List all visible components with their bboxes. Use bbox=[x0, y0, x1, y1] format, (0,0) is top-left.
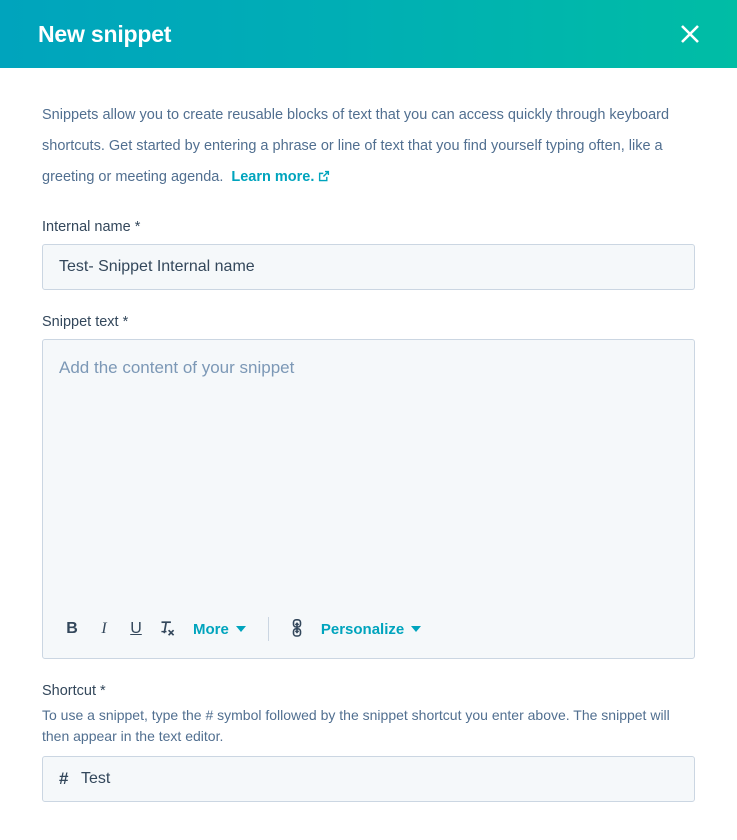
intro-text: Snippets allow you to create reusable blocks of text that you can access quickly through keyboard shortcuts. Get started by entering a phrase or line of text that you find yourself typing often, like a greeting or meeting agenda. bbox=[42, 107, 670, 185]
learn-more-label: Learn more. bbox=[231, 169, 315, 185]
hash-prefix: # bbox=[59, 769, 69, 788]
snippet-text-placeholder: Add the content of your snippet bbox=[59, 358, 295, 377]
internal-name-field-block bbox=[42, 219, 695, 290]
snippet-text-area[interactable] bbox=[43, 340, 694, 604]
close-button[interactable] bbox=[671, 15, 709, 53]
shortcut-input-wrap bbox=[42, 756, 695, 802]
token-link-icon bbox=[289, 618, 305, 641]
clear-formatting-icon bbox=[158, 618, 178, 641]
chevron-down-icon bbox=[236, 626, 246, 632]
shortcut-field-block bbox=[42, 683, 695, 802]
learn-more-link[interactable] bbox=[231, 169, 331, 185]
shortcut-label: Shortcut * bbox=[42, 683, 106, 699]
modal-header bbox=[0, 0, 737, 68]
personalize-label: Personalize bbox=[320, 620, 405, 638]
personalize-dropdown[interactable] bbox=[313, 613, 429, 645]
toolbar-divider bbox=[268, 617, 269, 641]
chevron-down-icon bbox=[411, 626, 421, 632]
internal-name-input[interactable] bbox=[42, 244, 695, 290]
clear-formatting-button[interactable] bbox=[153, 613, 183, 645]
shortcut-help-text: To use a snippet, type the # symbol followed by the snippet shortcut you enter above. The snippet will then appear in the text editor. bbox=[42, 707, 670, 744]
external-link-icon bbox=[317, 164, 331, 195]
insert-token-button[interactable] bbox=[283, 613, 311, 645]
snippet-text-label: Snippet text * bbox=[42, 314, 129, 330]
more-dropdown[interactable] bbox=[185, 613, 254, 645]
italic-button[interactable]: I bbox=[89, 613, 119, 645]
close-icon bbox=[678, 22, 702, 46]
bold-button[interactable]: B bbox=[57, 613, 87, 645]
snippet-text-field-block bbox=[42, 314, 695, 659]
modal-body bbox=[0, 100, 737, 802]
intro-paragraph bbox=[42, 100, 692, 195]
underline-button[interactable]: U bbox=[121, 613, 151, 645]
more-label: More bbox=[193, 620, 229, 638]
internal-name-label: Internal name * bbox=[42, 219, 141, 235]
page-title: New snippet bbox=[38, 20, 172, 47]
shortcut-input[interactable] bbox=[42, 756, 695, 802]
snippet-text-editor bbox=[42, 339, 695, 659]
editor-toolbar bbox=[43, 604, 694, 658]
